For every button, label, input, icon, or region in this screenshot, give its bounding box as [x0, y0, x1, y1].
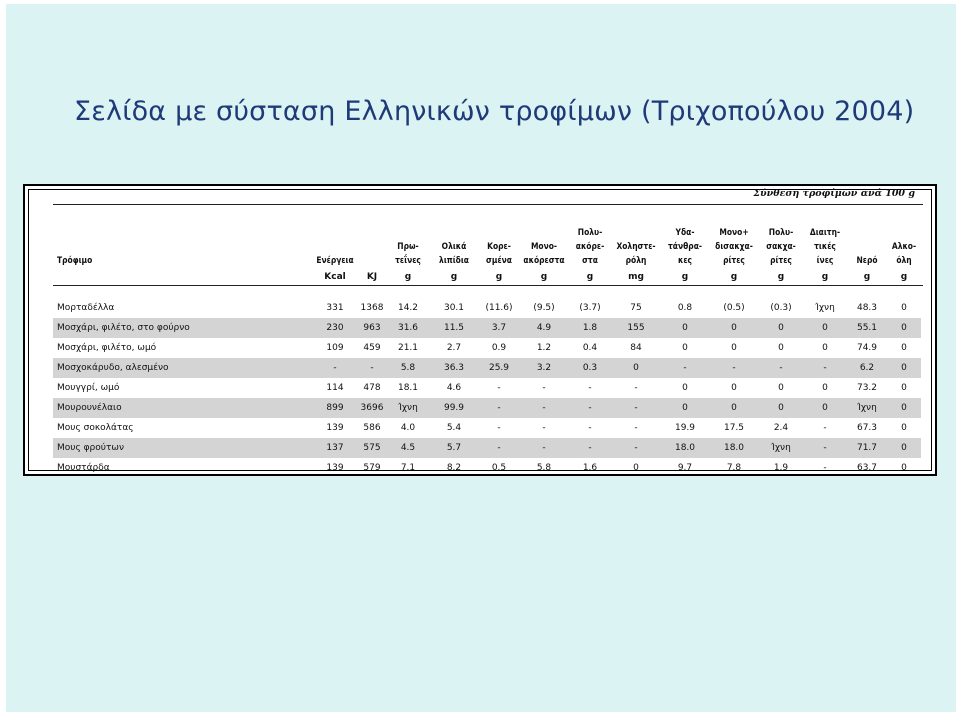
cell-saturated: (11.6) — [485, 303, 513, 313]
cell-kj: 579 — [363, 463, 381, 473]
cell-total_lipids: 30.1 — [443, 303, 465, 313]
cell-total_lipids: 5.7 — [429, 438, 479, 458]
cell-alcohol: 0 — [887, 438, 921, 458]
cell-saturated: 0.5 — [491, 463, 507, 473]
cell-kj: - — [357, 358, 387, 378]
food-name: Μορταδέλλα — [57, 303, 115, 313]
column-header-fiber: Διαιτη- τικές ίνες — [809, 227, 841, 265]
cell-fiber: - — [803, 358, 847, 378]
cell-carbs: 19.9 — [674, 423, 696, 433]
cell-fiber: - — [803, 438, 847, 458]
cell-water: 63.7 — [856, 463, 878, 473]
cell-polysaccharides: 0 — [759, 318, 803, 338]
cell-total_lipids: 11.5 — [429, 318, 479, 338]
cell-cholesterol: 84 — [630, 343, 642, 353]
cell-kj: 459 — [363, 343, 381, 353]
food-name: Μοσχάρι, φιλέτο, στο φούρνο — [53, 318, 313, 338]
cell-polysaccharides: 0 — [778, 343, 784, 353]
unit-protein: g — [404, 271, 412, 282]
cell-poly: (3.7) — [579, 303, 601, 313]
slide-title: Σελίδα με σύσταση Ελληνικών τροφίμων (Τριχοπούλου 2004) — [74, 96, 915, 127]
header-row — [53, 222, 921, 267]
cell-disaccharides: 0 — [731, 343, 737, 353]
cell-water: 6.2 — [847, 358, 887, 378]
unit-kcal: Kcal — [324, 271, 346, 282]
cell-cholesterol: - — [634, 423, 638, 433]
cell-polysaccharides: 1.9 — [773, 463, 789, 473]
cell-saturated: 3.7 — [479, 318, 519, 338]
cell-fiber: 0 — [803, 318, 847, 338]
column-header-kcal: Ενέργεια — [316, 255, 354, 265]
cell-protein: 31.6 — [387, 318, 429, 338]
cell-alcohol: 0 — [901, 343, 907, 353]
cell-carbs: 0 — [682, 383, 688, 393]
cell-polysaccharides: 0 — [759, 398, 803, 418]
cell-cholesterol: 155 — [611, 318, 661, 338]
cell-protein: 21.1 — [397, 343, 419, 353]
cell-cholesterol: 0 — [633, 463, 639, 473]
food-name: Μοσχοκάρυδο, αλεσμένο — [53, 358, 313, 378]
cell-disaccharides: 0 — [709, 318, 759, 338]
cell-poly: 1.6 — [582, 463, 598, 473]
cell-kj: 575 — [357, 438, 387, 458]
cell-total_lipids: 2.7 — [446, 343, 462, 353]
cell-fiber: 0 — [822, 343, 828, 353]
table-row — [53, 438, 921, 458]
cell-carbs: 0 — [682, 343, 688, 353]
cell-cholesterol: 0 — [611, 358, 661, 378]
spacer-row — [53, 286, 921, 298]
cell-alcohol: 0 — [887, 398, 921, 418]
table-row — [53, 378, 921, 398]
cell-mono: 1.2 — [536, 343, 552, 353]
column-header-kj — [357, 222, 387, 267]
cell-disaccharides: 18.0 — [709, 438, 759, 458]
cell-carbs: 0 — [661, 398, 709, 418]
unit-cholesterol: mg — [628, 271, 644, 282]
cell-protein: 18.1 — [397, 383, 419, 393]
cell-mono: - — [519, 438, 569, 458]
table-row — [53, 298, 921, 318]
cell-poly: - — [588, 383, 592, 393]
cell-poly: - — [588, 423, 592, 433]
top-rule — [53, 204, 923, 205]
cell-disaccharides: 17.5 — [723, 423, 745, 433]
cell-water: 74.9 — [856, 343, 878, 353]
cell-total_lipids: 8.2 — [446, 463, 462, 473]
cell-mono: 3.2 — [519, 358, 569, 378]
cell-total_lipids: 36.3 — [429, 358, 479, 378]
cell-protein: 7.1 — [400, 463, 416, 473]
column-header-poly: Πολυ- ακόρε- στα — [575, 227, 605, 265]
unit-saturated: g — [495, 271, 503, 282]
column-header-disaccharides: Μονο+ δισακχα- ρίτες — [715, 227, 753, 265]
cell-water: 71.7 — [847, 438, 887, 458]
cell-fiber: 0 — [803, 398, 847, 418]
cell-saturated: 0.9 — [491, 343, 507, 353]
cell-alcohol: 0 — [901, 423, 907, 433]
cell-disaccharides: 0 — [731, 383, 737, 393]
unit-row — [53, 267, 921, 286]
cell-cholesterol: - — [634, 383, 638, 393]
unit-mono: g — [540, 271, 548, 282]
cell-cholesterol: 75 — [630, 303, 642, 313]
cell-disaccharides: (0.5) — [723, 303, 745, 313]
cell-carbs: 18.0 — [661, 438, 709, 458]
cell-kcal: 139 — [326, 463, 344, 473]
cell-alcohol: 0 — [901, 303, 907, 313]
cell-poly: 0.3 — [569, 358, 611, 378]
table-row — [53, 318, 921, 338]
table-row — [53, 338, 921, 358]
cell-kj: 478 — [363, 383, 381, 393]
column-header-total_lipids: Ολικά λιπίδια — [439, 241, 469, 265]
food-name: Μοσχάρι, φιλέτο, ωμό — [57, 343, 157, 353]
column-header-carbs: Υδα- τάνθρα- κες — [668, 227, 702, 265]
cell-mono: (9.5) — [533, 303, 555, 313]
cell-kcal: 109 — [326, 343, 344, 353]
cell-kj: 1368 — [360, 303, 384, 313]
cell-cholesterol: - — [611, 398, 661, 418]
column-header-cholesterol: Χοληστε- ρόλη — [616, 241, 656, 265]
column-header-food: Τρόφιμο — [57, 255, 93, 265]
cell-total_lipids: 4.6 — [446, 383, 462, 393]
table-row — [53, 458, 921, 476]
cell-saturated: - — [497, 423, 501, 433]
cell-protein: 5.8 — [387, 358, 429, 378]
cell-fiber: 0 — [822, 383, 828, 393]
nutrient-table — [53, 222, 921, 476]
table-row — [53, 418, 921, 438]
cell-kj: 3696 — [357, 398, 387, 418]
cell-polysaccharides: 0 — [778, 383, 784, 393]
cell-poly: - — [569, 398, 611, 418]
scanned-table-image — [23, 184, 937, 476]
unit-food — [53, 267, 313, 286]
cell-kcal: 331 — [326, 303, 344, 313]
cell-polysaccharides: - — [759, 358, 803, 378]
cell-carbs: 0 — [661, 318, 709, 338]
cell-kj: 586 — [363, 423, 381, 433]
cell-alcohol: 0 — [887, 318, 921, 338]
cell-mono: - — [542, 423, 546, 433]
cell-alcohol: 0 — [901, 383, 907, 393]
cell-polysaccharides: Ίχνη — [759, 438, 803, 458]
cell-saturated: - — [497, 383, 501, 393]
food-name: Μουρουνέλαιο — [53, 398, 313, 418]
cell-carbs: 0.8 — [677, 303, 693, 313]
unit-poly: g — [586, 271, 594, 282]
cell-cholesterol: - — [611, 438, 661, 458]
cell-mono: 5.8 — [536, 463, 552, 473]
cell-kcal: 230 — [313, 318, 357, 338]
cell-protein: 4.0 — [400, 423, 416, 433]
cell-polysaccharides: (0.3) — [770, 303, 792, 313]
unit-alcohol: g — [900, 271, 908, 282]
cell-alcohol: 0 — [887, 358, 921, 378]
cell-water: Ίχνη — [847, 398, 887, 418]
cell-fiber: Ίχνη — [815, 303, 835, 313]
cell-poly: 1.8 — [569, 318, 611, 338]
cell-water: 73.2 — [856, 383, 878, 393]
cell-poly: - — [569, 438, 611, 458]
cell-kj: 963 — [357, 318, 387, 338]
cell-protein: 4.5 — [387, 438, 429, 458]
cell-protein: Ίχνη — [387, 398, 429, 418]
cell-protein: 14.2 — [397, 303, 419, 313]
column-header-water: Νερό — [856, 255, 878, 265]
cell-carbs: - — [661, 358, 709, 378]
column-header-polysaccharides: Πολυ- σακχα- ρίτες — [766, 227, 796, 265]
cell-disaccharides: - — [709, 358, 759, 378]
cell-polysaccharides: 2.4 — [773, 423, 789, 433]
column-header-protein: Πρω- τεΐνες — [395, 241, 421, 265]
cell-water: 48.3 — [856, 303, 878, 313]
cell-saturated: - — [479, 438, 519, 458]
column-header-alcohol: Αλκο- όλη — [891, 241, 917, 265]
cell-disaccharides: 0 — [709, 398, 759, 418]
unit-water: g — [863, 271, 871, 282]
cell-total_lipids: 5.4 — [446, 423, 462, 433]
cell-kcal: 114 — [326, 383, 344, 393]
cell-disaccharides: 7.8 — [726, 463, 742, 473]
food-name: Μους σοκολάτας — [57, 423, 134, 433]
table-body — [53, 298, 921, 476]
column-header-mono: Μονο- ακόρεστα — [523, 241, 565, 265]
composition-caption: Σύνθεση τροφίμων ανά 100 g — [753, 188, 915, 199]
food-name: Μουγγρί, ωμό — [57, 383, 120, 393]
cell-saturated: - — [479, 398, 519, 418]
unit-polysaccharides: g — [777, 271, 785, 282]
food-name: Μουστάρδα — [57, 463, 110, 473]
cell-water: 55.1 — [847, 318, 887, 338]
cell-kcal: - — [313, 358, 357, 378]
slide — [6, 4, 956, 712]
cell-kcal: 139 — [326, 423, 344, 433]
unit-fiber: g — [821, 271, 829, 282]
cell-mono: - — [542, 383, 546, 393]
column-header-saturated: Κορε- σμένα — [486, 241, 512, 265]
unit-kj: KJ — [366, 271, 378, 282]
cell-kcal: 137 — [313, 438, 357, 458]
unit-total_lipids: g — [450, 271, 458, 282]
cell-mono: - — [519, 398, 569, 418]
table-row — [53, 398, 921, 418]
cell-fiber: - — [823, 463, 827, 473]
table-row — [53, 358, 921, 378]
cell-saturated: 25.9 — [479, 358, 519, 378]
cell-total_lipids: 99.9 — [429, 398, 479, 418]
unit-carbs: g — [681, 271, 689, 282]
cell-kcal: 899 — [313, 398, 357, 418]
cell-fiber: - — [823, 423, 827, 433]
unit-disaccharides: g — [730, 271, 738, 282]
cell-carbs: 9.7 — [677, 463, 693, 473]
cell-mono: 4.9 — [519, 318, 569, 338]
cell-poly: 0.4 — [582, 343, 598, 353]
cell-alcohol: 0 — [901, 463, 907, 473]
cell-water: 67.3 — [856, 423, 878, 433]
food-name: Μους φρούτων — [53, 438, 313, 458]
